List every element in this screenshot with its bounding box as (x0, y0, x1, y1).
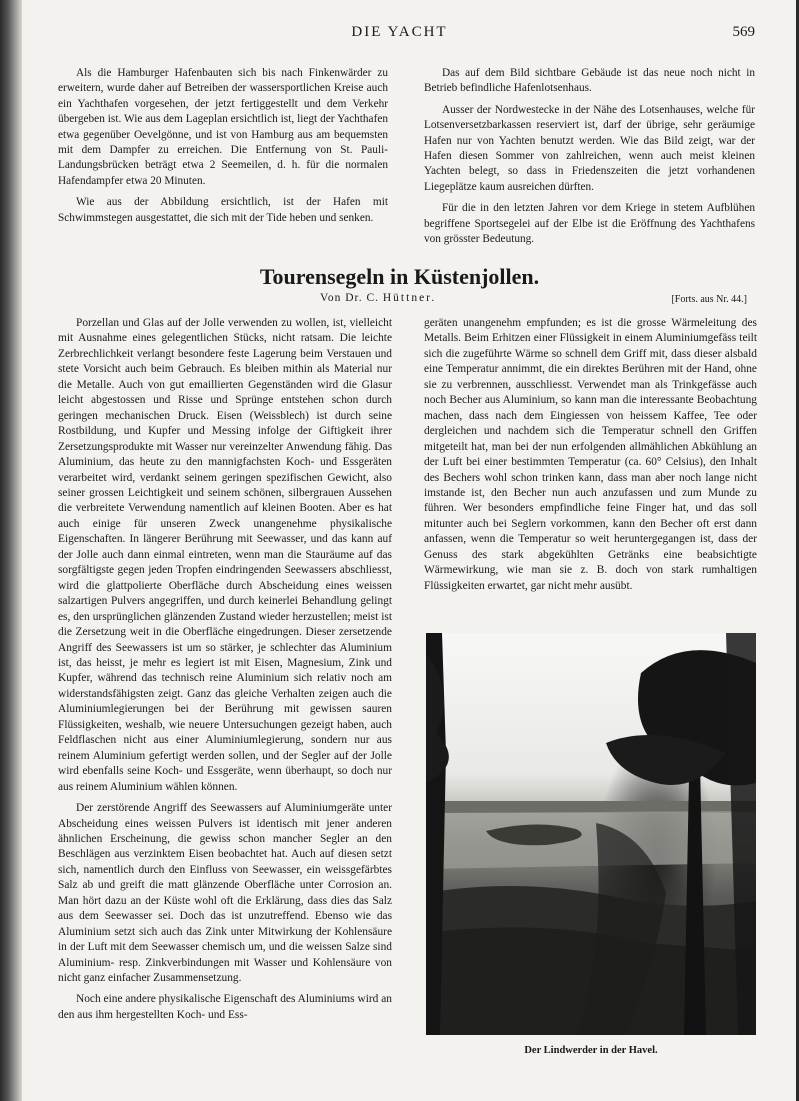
paragraph: Ausser der Nordwestecke in der Nähe des Lotsenhauses, welche für Lotsenversetzbarkassen reserviert ist, darf der übrige, sehr geräumige Hafen nur von Yachten benutzt werden. Wie das Bild zeigt, war der Hafen diesen Sommer von zahlreichen, wenn auch meist kleinen Yachten belegt, so dass in Friedenszeiten die jetzt vorhandenen Liegeplätze kaum ausreichen dürften. (424, 103, 755, 193)
paragraph: geräten unangenehm empfunden; es ist die grosse Wärmeleitung des Metalls. Beim Erhitzen einer Flüssigkeit in einem Aluminiumgefäss teilt sich die zugeführte Wärme so schnell dem Griff mit, dass dieser alsbald eine Temperatur annimmt, die ein direktes Berühren mit der Hand, ohne sie zu verbrennen, ausschliesst. Verwendet man als Trinkgefässe auch noch Becher aus Aluminium, so kann man die interessante Beobachtung machen, dass nach dem Eingiessen von heissem Kaffee, Tee oder dergleichen und nachdem sich die Temperatur schnell den Griffen mitgeteilt hat, man bei der nun erfolgenden allmählichen Abkühlung an der Luft bei einer bestimmten Temperatur (ca. 60° Celsius), den Inhalt des Bechers wohl schon trinken kann, dass man aber noch lange nicht imstande ist, den Becher nun auch anzufassen und zum Munde zu führen. Wer besonders empfindliche feine Finger hat, und das soll mitunter auch bei Seglern vorkommen, kann den Becher oft erst dann anfassen, wenn die Temperatur so weit heruntergegangen ist, dass der Genuss des stark abgekühlten Getränks eine beabsichtigte Wärmewirkung, wie man sie z. B. doch von stark rumhaltigen Flüssigkeiten erwartet, gar nicht mehr ausübt. (424, 317, 757, 592)
article-left-column (58, 316, 392, 1023)
continuation-note: [Forts. aus Nr. 44.] (671, 294, 747, 305)
byline-author: Hüttner. (382, 292, 437, 304)
page-binding-shadow (0, 0, 22, 1101)
running-head: DIE YACHT (351, 24, 448, 40)
paragraph: Für die in den letzten Jahren vor dem Kriege in stetem Aufblühen begriffene Sportsegelei auf der Elbe ist die Eröffnung des Yachthafens von grösster Bedeutung. (424, 202, 755, 246)
previous-article-left-column (58, 66, 388, 226)
article-right-column (424, 316, 757, 594)
previous-article-right-column (424, 66, 755, 247)
byline (320, 292, 436, 304)
landscape-photo (426, 633, 756, 1035)
paragraph: Der zerstörende Angriff des Seewassers auf Aluminiumgeräte unter Abscheidung eines weissen Pulvers ist identisch mit jener anderen ähnlichen Erscheinung, die gewiss schon mancher Segler an den Beschlägen aus verzinktem Eisen beobachtet hat. Auch auf diesen setzt sich, namentlich durch den Einfluss von Seewasser, ein weissgefärbtes Salz ab und greift die matt glänzende Oberfläche unter Corrosion an. Man hört dazu an der Küste wohl oft die Erklärung, dass dies das Salz aus dem Seewasser sei. Doch das ist unzutreffend. Ebenso wie das Aluminium setzt sich auch das Zink unter Mitwirkung der Kohlensäure in der Luft mit dem Seewasser chemisch um, und die weissen Salze sind Aluminium- resp. Zinkverbindungen mit Wasser und Kohlensäure von nicht ganz einfacher Zusammensetzung. (58, 802, 392, 985)
paragraph: Porzellan und Glas auf der Jolle verwenden zu wollen, ist, vielleicht mit Ausnahme eines gelegentlichen Stücks, nicht ratsam. Die leichte Zerbrechlichkeit verlangt besondere feste Lagerung beim Verstauen und stete Vorsicht auch beim Gebrauch. Es bleiben mithin als Material nur die Metalle. Auch von gut emaillierten Gegenständen wird die Glasur leicht abgestossen und Risse und Sprünge entstehen schon durch geringen mechanischen Druck. Eisen (Weissblech) ist durch seine Rostbildung, und Kupfer und Messing infolge der Giftigkeit ihrer Zersetzungsprodukte mit Wasser nur vereinzelter Anwendung fähig. Das Aluminium, das heute zu den mannigfachsten Koch- und Essgeräten verarbeitet wird, verdankt seinem geringen spezifischen Gewicht, also seiner grossen Leichtigkeit und seinem schönen, silbergrauen Aussehen die verbreitete Verwendung namentlich auf kleinen Booten. Aber es hat auch einige für unseren Zweck unangenehme physikalische Eigenschaften. In längerer Berührung mit Seewasser, und das kann auf der Jolle auch dann einmal eintreten, wenn man die Stauräume auf das sorgfältigste gegen jeden Tropfen eindringenden Seewassers abschliesst, wird die glattpolierte Oberfläche durch Abscheidung eines weissen salzartigen Pulvers angegriffen, und durch keinerlei Behandlung gelingt es, den ursprünglichen glänzenden Zustand wieder herzustellen; meist ist die Zersetzung weit in die Oberfläche eingedrungen. Dieser zersetzende Angriff des Seewassers ist um so stärker, je schlechter das Aluminium ist, das heisst, je mehr es legiert ist mit Eisen, Magnesium, Zink und Kupfer, während das technisch reine Aluminium sich relativ noch am widerstandsfähigsten zeigt. Ganz das gleiche Verhalten zeigen auch die Aluminiumlegierungen bei der Berührung mit gewissen sauren Flüssigkeiten, weshalb, wie neuere Untersuchungen gezeigt haben, auch Feldflaschen nicht aus einer Aluminiumlegierung, sondern nur aus reinem Aluminium gefertigt werden sollen, und der Segler auf der Jolle wird ebenfalls seine Koch- und Essgeräte, wenn überhaupt, so doch nur aus reinem Aluminium wählen können. (58, 317, 392, 793)
photo-caption: Der Lindwerder in der Havel. (524, 1045, 658, 1056)
page-number: 569 (732, 24, 755, 40)
byline-prefix: Von Dr. C. (320, 292, 383, 304)
photo-illustration (426, 633, 756, 1035)
paragraph: Das auf dem Bild sichtbare Gebäude ist das neue noch nicht in Betrieb befindliche Hafenlotsenhaus. (424, 67, 755, 95)
paragraph: Wie aus der Abbildung ersichtlich, ist der Hafen mit Schwimmstegen ausgestattet, die sich mit der Tide heben und senken. (58, 196, 388, 224)
paragraph: Noch eine andere physikalische Eigenschaft des Aluminiums wird an den aus ihm hergestellten Koch- und Ess- (58, 993, 392, 1021)
article-title: Tourensegeln in Küstenjollen. (259, 264, 540, 289)
paragraph: Als die Hamburger Hafenbauten sich bis nach Finkenwärder zu erweitern, wurde daher auf Betreiben der wassersportlichen Kreise auch ein Yachthafen vorgesehen, der jetzt fertiggestellt und dem Verkehr übergeben ist. Wie aus dem Lageplan ersichtlich ist, liegt der Yachthafen etwa gegenüber Oevelgönne, und ist von Hamburg aus am bequemsten mit dem Dampfer zu erreichen. Die Entfernung von St. Pauli-Landungsbrücken beträgt etwa 2 Seemeilen, d. h. für die normalen Hafendampfer etwa 20 Minuten. (58, 67, 388, 187)
